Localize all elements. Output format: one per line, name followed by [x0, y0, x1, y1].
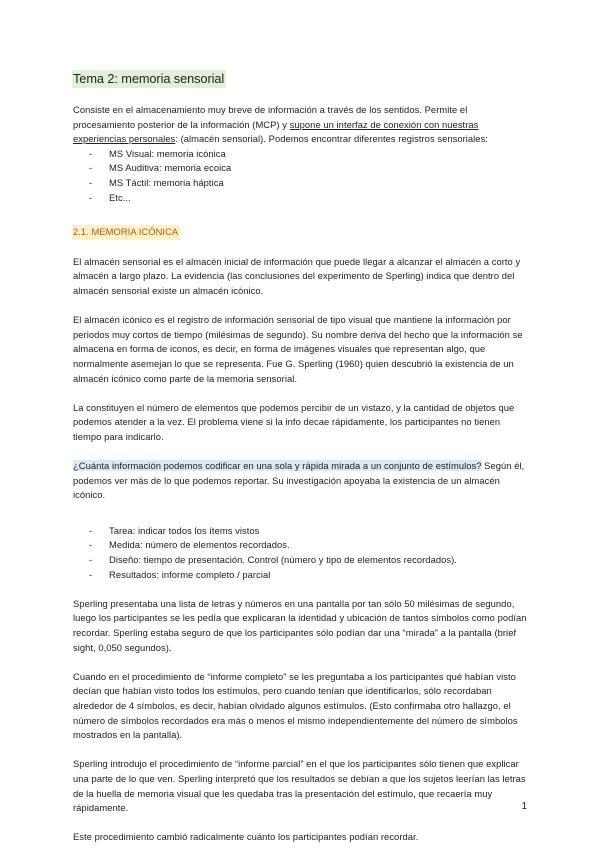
- paragraph: La constituyen el número de elementos que podemos percibir de un vistazo, y la cantidad de objetos que podemos atender a la vez. El problema viene si la info decae rápidamente, los participantes no tienen tiempo para indicarlo.: [73, 401, 515, 442]
- list-item: - MS Auditiva: memoria ecoica: [73, 161, 530, 176]
- question-paragraph: [73, 459, 530, 503]
- section-heading: 2.1. MEMORIA ICÓNICA: [72, 225, 180, 240]
- experiment-list: [73, 524, 530, 582]
- paragraph: Sperling introdujo el procedimiento de “informe parcial” en el que los participantes sólo tienen que explicar una parte de lo que ven. Sperling interpretó que los resultados se debían a que los sujetos leerían las letras de la huella de memoria visual que les quedaba tras la presentación del estímulo, que recaería muy rápidamente.: [73, 758, 526, 814]
- list-item: - Diseño: tiempo de presentación. Control (número y tipo de elementos recordados).: [73, 553, 530, 568]
- paragraph: El almacén icónico es el registro de información sensorial de tipo visual que mantiene la información por periodos muy cortos de tiempo (milésimas de segundo). Su nombre deriva del hecho que la información se almacena en forma de iconos, es decir, en forma de imágenes visuales que representan algo, que normalmente asemejan lo que se representa. Fue G. Sperling (1960) quien descubrió la existencia de un almacén icónico como parte de la memoria sensorial.: [73, 314, 523, 384]
- page-title: Tema 2: memoria sensorial: [73, 71, 225, 86]
- page-number: 1: [521, 801, 527, 812]
- list-item: - Medida: número de elementos recordados.: [73, 538, 530, 553]
- paragraph: Sperling presentaba una lista de letras y números en una pantalla por tan sólo 50 milésimas de segundo, luego los participantes se les pedía que explicaran la identidad y ubicación de tantos símbolos como podían recordar. Sperling estaba seguro de que los participantes sólo podían dar una “mirada” a la pantalla (brief sight, 0,050 segundos).: [73, 597, 527, 653]
- intro-paragraph: [73, 103, 530, 147]
- list-item: - Etc...: [73, 191, 530, 206]
- list-item: - MS Visual: memoria icónica: [73, 147, 530, 162]
- intro-text-1: Consiste en el almacenamiento muy breve de información a través de los sentidos. Permite el procesamiento posterior de la información (MCP) y: [73, 104, 468, 130]
- list-item: - MS Táctil: memoria háptica: [73, 176, 530, 191]
- paragraph: El almacén sensorial es el almacén inicial de información que puede llegar a alcanzar el almacén a corto y almacén a largo plazo. La evidencia (las conclusiones del experimento de Sperling) indica que dentro del almacén sensorial existe un almacén icónico.: [73, 255, 521, 296]
- intro-underlined-text: supone un interfaz de conexión con nuestras experiencias personales: [73, 118, 479, 145]
- sensory-registers-list: [73, 147, 530, 205]
- paragraph: Este procedimiento cambió radicalmente cuánto los participantes podían recordar.: [73, 831, 419, 843]
- document-body: [73, 70, 530, 860]
- list-item: - Tarea: indicar todos los ítems vistos: [73, 524, 530, 539]
- question-text: Según él, podemos ver más de lo que podemos reportar. Su investigación apoyaba la existencia de un almacén icónico.: [73, 460, 525, 501]
- list-item: - Resultados: informe completo / parcial: [73, 568, 530, 583]
- paragraph: Cuando en el procedimiento de “informe completo” se les preguntaba a los participantes qué habían visto decían que habían visto todos los estímulos, pero cuando tenían que identificarlos, sólo recordaban alrededor de 4 símbolos, es decir, habían olvidado algunos estímulos. (Esto confirmaba otro hallazgo, el número de símbolos recordados era más o menos el mismo independientemente del número de símbolos mostrados en la pantalla).: [73, 670, 518, 741]
- highlighted-question: ¿Cuánta información podemos codificar en una sola y rápida mirada a un conjunto de estímulos?: [73, 460, 482, 472]
- intro-text-2: : (almacén sensorial). Podemos encontrar diferentes registros sensoriales:: [175, 133, 488, 145]
